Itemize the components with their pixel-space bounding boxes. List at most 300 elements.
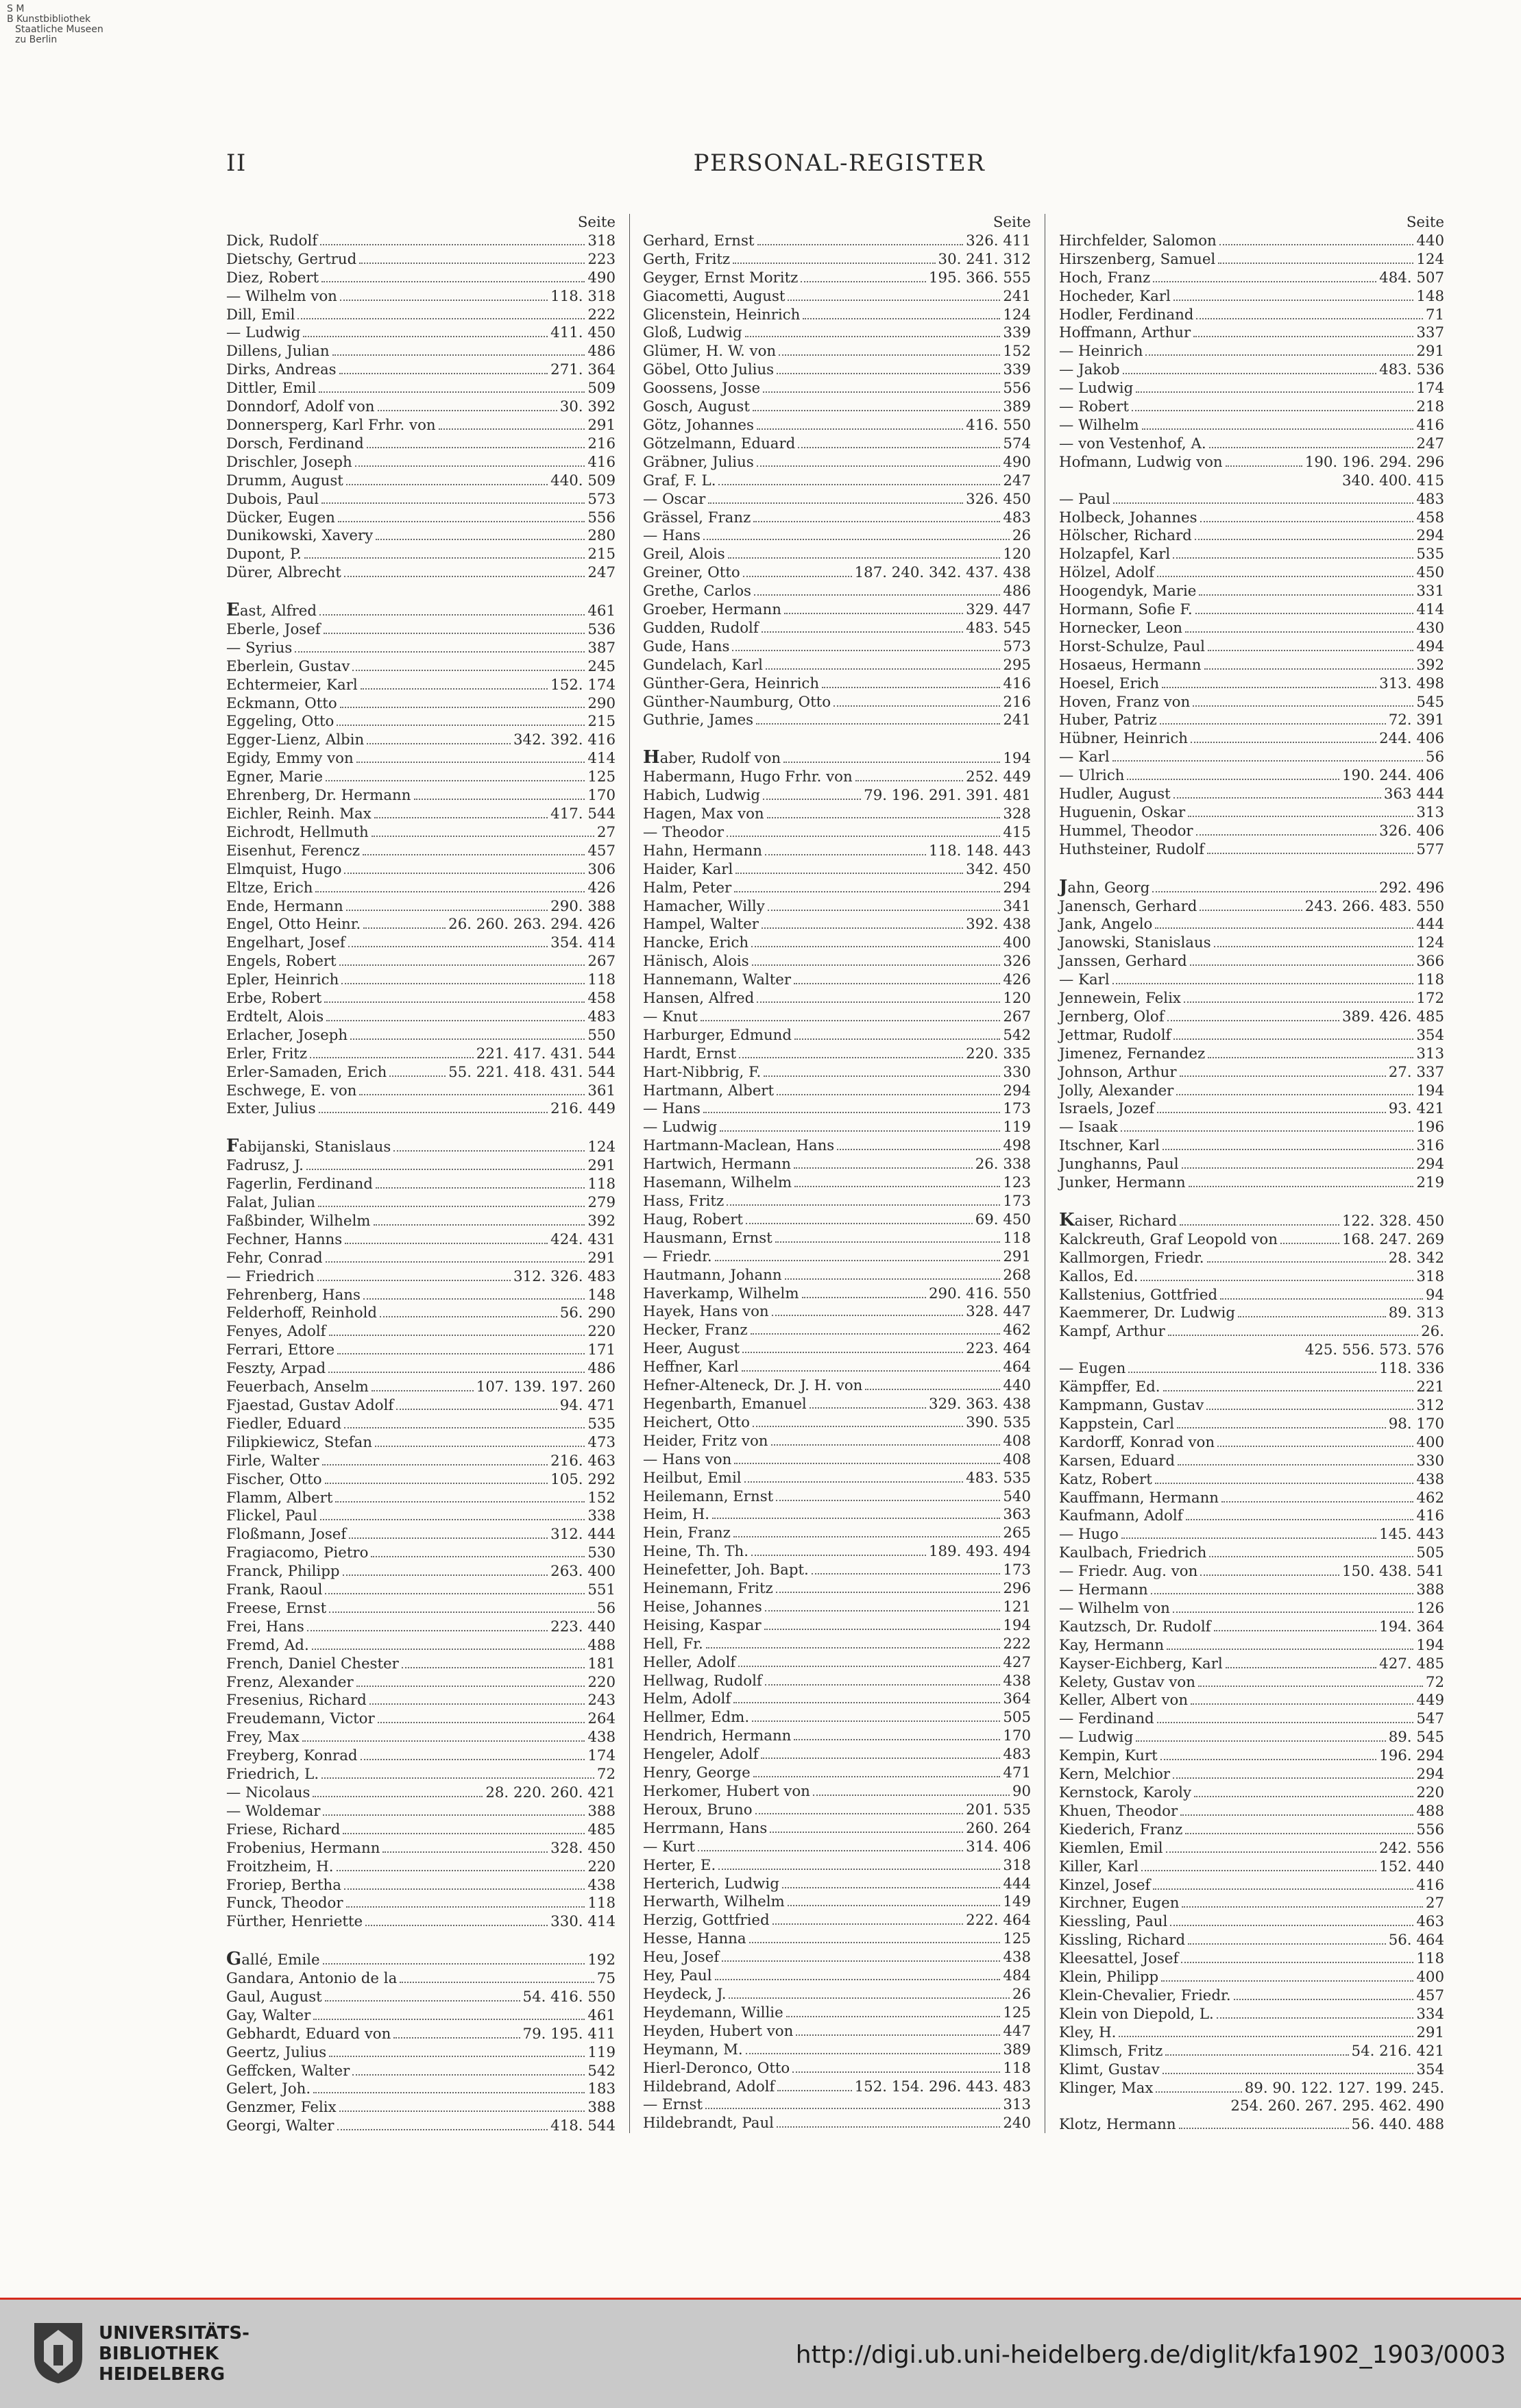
dot-leader — [708, 502, 963, 504]
dot-leader — [319, 391, 585, 393]
index-entry — [226, 2117, 616, 2136]
dot-leader — [414, 798, 585, 800]
index-entry — [226, 1360, 616, 1378]
index-entry — [643, 1598, 1031, 1617]
dot-leader — [754, 594, 1000, 596]
entry-pages: 326. 450 — [966, 490, 1031, 508]
dot-leader — [345, 1242, 548, 1244]
entry-name: Faßbinder, Wilhelm — [226, 1212, 371, 1230]
dot-leader — [323, 1814, 585, 1816]
dot-leader — [742, 1370, 1001, 1372]
entry-pages: 223 — [587, 250, 616, 268]
index-entry — [1059, 343, 1444, 361]
entry-pages: 426 — [587, 879, 616, 897]
entry-pages: 483. 545 — [966, 619, 1031, 637]
entry-name: — Ludwig — [1059, 380, 1134, 398]
entry-name: — Friedrich — [226, 1267, 315, 1285]
dot-leader — [325, 1999, 520, 2002]
index-entry — [643, 1045, 1031, 1064]
entry-name: Dietschy, Gertrud — [226, 250, 357, 268]
entry-pages: 122. 328. 450 — [1341, 1212, 1444, 1230]
index-entry — [226, 824, 616, 842]
index-entry — [643, 1893, 1031, 1912]
dot-leader — [1168, 1334, 1418, 1336]
index-entry — [643, 1100, 1031, 1119]
entry-pages: 290. 388 — [550, 897, 616, 915]
entry-name: — Hermann — [1059, 1581, 1148, 1599]
entry-name: Heider, Fritz von — [643, 1432, 768, 1450]
index-entry — [226, 879, 616, 898]
entry-pages: 438 — [587, 1876, 616, 1894]
entry-pages: 313 — [1416, 1045, 1444, 1062]
entry-name: — Ludwig — [226, 324, 301, 342]
dot-leader — [757, 243, 964, 245]
dot-leader — [325, 1592, 585, 1594]
index-entry — [226, 491, 616, 509]
dot-leader — [1193, 705, 1413, 707]
index-entry — [1059, 1231, 1444, 1250]
dot-leader — [340, 299, 548, 301]
index-entry — [1059, 916, 1444, 934]
entry-name: Grässel, Franz — [643, 509, 751, 526]
entry-name: — Syrius — [226, 639, 293, 657]
entry-pages: 196 — [1416, 1119, 1444, 1136]
index-entry — [643, 527, 1031, 546]
index-entry — [226, 621, 616, 640]
dot-leader — [1219, 243, 1414, 245]
dot-leader — [1160, 1758, 1376, 1760]
index-entry — [226, 1100, 616, 1119]
entry-pages: 318 — [1416, 1267, 1444, 1285]
index-entry — [1059, 1858, 1444, 1877]
entry-pages: 390. 535 — [966, 1413, 1031, 1431]
entry-name: Hancke, Erich — [643, 934, 749, 952]
dot-leader — [1155, 927, 1413, 929]
stamp-line: B Kunstbibliothek — [7, 14, 91, 25]
index-entry — [643, 454, 1031, 472]
entry-pages: 56 — [1425, 749, 1444, 766]
dot-leader — [361, 688, 548, 690]
index-entry — [1059, 1563, 1444, 1581]
entry-pages: 30. 241. 312 — [938, 250, 1031, 268]
index-entry — [1059, 1674, 1444, 1692]
entry-name: Kampmann, Gustav — [1059, 1396, 1204, 1414]
dot-leader — [375, 1445, 585, 1447]
entry-pages: 328. 447 — [966, 1303, 1031, 1321]
index-entry — [643, 879, 1031, 898]
index-entry — [226, 1471, 616, 1489]
entry-pages: 550 — [587, 1026, 616, 1044]
dot-leader — [771, 1444, 1001, 1446]
entry-pages: 118. 148. 443 — [928, 842, 1031, 860]
section-gap — [643, 730, 1031, 749]
entry-pages: 547 — [1416, 1710, 1444, 1728]
dot-leader — [1166, 1851, 1377, 1853]
entry-pages: 194. 364 — [1379, 1618, 1444, 1635]
entry-pages: 192 — [587, 1951, 616, 1969]
dot-leader — [1165, 2054, 1348, 2056]
dot-leader — [317, 1279, 511, 1281]
index-entry — [643, 1543, 1031, 1561]
dot-leader — [1153, 1888, 1413, 1890]
index-entry — [226, 1064, 616, 1082]
index-entry — [643, 824, 1031, 842]
entry-pages: 28. 342 — [1388, 1249, 1444, 1267]
index-entry — [226, 1287, 616, 1305]
entry-name: Hart-Nibbrig, F. — [643, 1063, 762, 1081]
dot-leader — [764, 1075, 1000, 1077]
entry-pages: 416 — [587, 453, 616, 471]
entry-pages: 361 — [587, 1082, 616, 1099]
entry-pages: 354 — [1416, 1026, 1444, 1044]
entry-name: Itschner, Karl — [1059, 1137, 1160, 1155]
dot-leader — [833, 705, 1000, 707]
entry-pages: 118 — [1003, 1229, 1031, 1247]
dot-leader — [1234, 1998, 1414, 2000]
entry-pages: 313 — [1003, 2096, 1031, 2114]
entry-pages: 427. 485 — [1379, 1655, 1444, 1673]
index-entry — [1059, 2080, 1444, 2098]
index-entry — [1059, 1008, 1444, 1027]
dot-leader — [369, 1703, 585, 1705]
dot-leader — [350, 1038, 585, 1040]
entry-name: Eberle, Josef — [226, 620, 321, 638]
index-entry — [1059, 2006, 1444, 2024]
entry-pages: 314. 406 — [966, 1838, 1031, 1856]
dot-leader — [321, 502, 585, 504]
dot-leader — [321, 280, 585, 282]
entry-pages: 247 — [1003, 472, 1031, 489]
entry-pages: 461 — [587, 603, 616, 620]
index-entry — [1059, 898, 1444, 916]
entry-pages: 98. 170 — [1388, 1415, 1444, 1433]
entry-pages: 400 — [1416, 1433, 1444, 1451]
dot-leader — [359, 262, 585, 264]
dot-leader — [344, 1426, 585, 1428]
entry-name: — Wilhelm von — [1059, 1599, 1170, 1617]
dot-leader — [794, 982, 1000, 984]
index-entry — [643, 2004, 1031, 2023]
index-entry — [1059, 1064, 1444, 1082]
dot-leader — [326, 779, 585, 781]
index-entry — [643, 1433, 1031, 1451]
index-entry — [1059, 1250, 1444, 1268]
index-entry — [226, 805, 616, 824]
dot-leader — [765, 853, 926, 855]
entry-pages: 411. 450 — [550, 324, 616, 342]
dot-leader — [1121, 1537, 1376, 1539]
index-entry — [226, 898, 616, 916]
index-entry — [226, 1970, 616, 1989]
entry-pages: 118. 318 — [550, 287, 616, 305]
entry-name: Funck, Theodor — [226, 1895, 343, 1912]
index-entry — [226, 1747, 616, 1766]
index-entry — [226, 1507, 616, 1526]
entry-name: Heymann, M. — [643, 2041, 743, 2058]
index-entry — [643, 1211, 1031, 1230]
entry-pages: 330 — [1003, 1063, 1031, 1081]
entry-name: Harburger, Edmund — [643, 1026, 792, 1044]
dot-leader — [803, 317, 1000, 319]
entry-pages: 174 — [587, 1747, 616, 1765]
entry-name: — Ludwig — [643, 1119, 718, 1136]
index-entry — [643, 1857, 1031, 1875]
entry-pages: 342. 450 — [966, 860, 1031, 878]
entry-name: Hein, Franz — [643, 1524, 731, 1542]
index-entry — [1059, 1119, 1444, 1137]
index-entry — [643, 694, 1031, 712]
dot-leader — [1209, 446, 1414, 448]
dot-leader — [325, 1482, 548, 1484]
entry-pages: 416 — [1416, 1876, 1444, 1894]
index-entry — [1059, 417, 1444, 435]
dot-leader — [746, 2052, 1001, 2054]
dot-leader — [382, 1851, 548, 1853]
index-entry — [1059, 694, 1444, 712]
dot-leader — [753, 1425, 963, 1427]
section-initial: K — [1059, 1209, 1075, 1230]
dot-leader — [376, 1187, 585, 1189]
entry-pages: 170 — [1003, 1727, 1031, 1745]
index-entry — [226, 1729, 616, 1747]
entry-name: Frobenius, Hermann — [226, 1839, 380, 1857]
entry-pages: 118. 336 — [1379, 1360, 1444, 1378]
entry-name: Eichler, Reinh. Max — [226, 805, 372, 823]
dot-leader — [735, 872, 963, 874]
entry-pages: 556 — [1003, 380, 1031, 398]
dot-leader — [1191, 741, 1376, 743]
entry-name: Heinefetter, Joh. Bapt. — [643, 1561, 809, 1579]
index-entry — [643, 472, 1031, 491]
entry-name: Elmquist, Hugo — [226, 860, 342, 878]
section-gap — [226, 1932, 616, 1950]
entry-name: Firle, Walter — [226, 1452, 319, 1470]
entry-name: Keller, Albert von — [1059, 1692, 1189, 1710]
entry-pages: 414 — [587, 750, 616, 768]
entry-name: Erler-Samaden, Erich — [226, 1063, 387, 1081]
index-entry — [1059, 1637, 1444, 1655]
dot-leader — [715, 1978, 1001, 1980]
dot-leader — [355, 465, 585, 467]
entry-name: Jennewein, Felix — [1059, 990, 1181, 1008]
entry-name: Jettmar, Rudolf — [1059, 1026, 1171, 1044]
entry-name: Graf, F. L. — [643, 472, 716, 489]
entry-pages: 294 — [1416, 527, 1444, 545]
entry-name: Erdtelt, Alois — [226, 1008, 324, 1025]
entry-pages: 488 — [1416, 1802, 1444, 1820]
stamp-line: Staatliche Museen — [15, 24, 104, 35]
entry-pages: 271. 364 — [550, 361, 616, 379]
entry-pages: 294 — [1003, 1082, 1031, 1099]
entry-pages: 326. 411 — [966, 232, 1031, 250]
index-entry — [1059, 1415, 1444, 1434]
entry-pages: 215 — [587, 713, 616, 731]
index-entry — [643, 1137, 1031, 1156]
index-entry — [1059, 712, 1444, 730]
index-entry — [226, 564, 616, 583]
entry-pages: 449 — [1416, 1692, 1444, 1710]
index-entry — [643, 749, 1031, 768]
entry-name: Kaiser, Richard — [1059, 1209, 1178, 1230]
dot-leader — [378, 1721, 585, 1723]
dot-leader — [339, 964, 585, 966]
dot-leader — [339, 372, 548, 374]
dot-leader — [371, 1555, 585, 1557]
index-entry — [226, 1895, 616, 1913]
entry-pages: 149 — [1003, 1893, 1031, 1911]
entry-name: Hamacher, Willy — [643, 897, 765, 915]
dot-leader — [1157, 575, 1413, 577]
index-entry — [226, 1250, 616, 1268]
entry-name: Heu, Josef — [643, 1949, 720, 1967]
entry-pages: 267 — [587, 953, 616, 971]
entry-pages: 483. 535 — [966, 1469, 1031, 1487]
index-entry — [226, 251, 616, 269]
entry-name: Froitzheim, H. — [226, 1858, 334, 1875]
dot-leader — [734, 890, 1000, 892]
entry-pages: 280 — [587, 527, 616, 545]
dot-leader — [712, 1517, 1000, 1519]
entry-name: East, Alfred — [226, 600, 317, 621]
entry-pages: 223. 464 — [966, 1340, 1031, 1358]
entry-pages: 152. 440 — [1379, 1858, 1444, 1875]
index-entry — [226, 713, 616, 731]
index-entry — [643, 1912, 1031, 1930]
entry-pages: 27 — [1425, 1895, 1444, 1912]
entry-name: Heine, Th. Th. — [643, 1543, 749, 1561]
entry-name: Kiessling, Paul — [1059, 1913, 1168, 1931]
entry-name: Filipkiewicz, Stefan — [226, 1433, 372, 1451]
entry-name: Kautzsch, Dr. Rudolf — [1059, 1618, 1211, 1635]
dot-leader — [1193, 335, 1413, 337]
dot-leader — [744, 1481, 964, 1483]
section-initial: E — [226, 600, 240, 621]
index-entry — [643, 1340, 1031, 1359]
index-entry — [1059, 1452, 1444, 1471]
dot-leader — [727, 1204, 1000, 1206]
entry-pages: 291 — [1416, 343, 1444, 361]
register-column-1 — [226, 214, 616, 2140]
index-entry — [643, 1230, 1031, 1248]
dot-leader — [1178, 1463, 1413, 1466]
entry-name: Guthrie, James — [643, 712, 754, 729]
index-entry — [1059, 1913, 1444, 1932]
index-entry — [643, 1064, 1031, 1082]
dot-leader — [1163, 1389, 1414, 1391]
entry-name: Halm, Peter — [643, 879, 732, 897]
entry-pages: 408 — [1003, 1450, 1031, 1468]
index-entry — [1059, 1950, 1444, 1969]
dot-leader — [1217, 1445, 1413, 1447]
entry-name: Freese, Ernst — [226, 1599, 327, 1617]
entry-name: Hierl-Deronco, Otto — [643, 2059, 790, 2077]
entry-name: Hoven, Franz von — [1059, 693, 1191, 711]
index-entry — [226, 953, 616, 971]
index-entry — [1059, 1600, 1444, 1618]
entry-pages: 119 — [587, 2043, 616, 2061]
entry-name: Heising, Kaspar — [643, 1616, 762, 1634]
entry-pages: 389 — [1003, 2041, 1031, 2058]
dot-leader — [753, 409, 1000, 411]
entry-name: Janssen, Gerhard — [1059, 953, 1187, 971]
index-entry — [226, 601, 616, 621]
entry-name: — Hans von — [643, 1450, 732, 1468]
dot-leader — [732, 649, 1000, 651]
dot-leader — [1180, 1224, 1339, 1226]
dot-leader — [1173, 1777, 1413, 1779]
entry-name: Hartmann-Maclean, Hans — [643, 1137, 835, 1155]
entry-pages: 400 — [1003, 934, 1031, 952]
source-url[interactable]: http://digi.ub.uni-heidelberg.de/diglit/kfa1902_1903/0003 — [795, 2341, 1506, 2369]
index-entry-continuation — [1059, 2097, 1444, 2116]
index-entry — [226, 417, 616, 435]
entry-pages: 223. 440 — [550, 1618, 616, 1635]
entry-pages: 221. 417. 431. 544 — [476, 1045, 616, 1062]
index-entry — [226, 1323, 616, 1341]
page-number: II — [226, 149, 247, 177]
entry-pages: 318 — [587, 232, 616, 250]
index-entry — [226, 658, 616, 677]
dot-leader — [1112, 759, 1423, 762]
entry-pages: 55. 221. 418. 431. 544 — [448, 1063, 616, 1081]
index-entry — [643, 1561, 1031, 1580]
entry-name: Haber, Rudolf von — [643, 747, 781, 768]
dot-leader — [329, 2055, 585, 2057]
entry-pages: 388 — [587, 2099, 616, 2117]
dot-leader — [346, 909, 548, 911]
entry-pages: 267 — [1003, 1008, 1031, 1025]
entry-name: Khuen, Theodor — [1059, 1802, 1178, 1820]
dot-leader — [746, 1222, 973, 1224]
entry-name: Haider, Karl — [643, 860, 733, 878]
entry-pages: 181 — [587, 1655, 616, 1673]
entry-pages: 94. 471 — [559, 1396, 616, 1414]
dot-leader — [335, 1500, 585, 1503]
entry-name: Hildebrandt, Paul — [643, 2115, 774, 2132]
index-entry — [226, 1618, 616, 1637]
index-entry — [1059, 1378, 1444, 1397]
entry-pages: 28. 220. 260. 421 — [485, 1784, 616, 1801]
entry-name: Erlacher, Joseph — [226, 1026, 348, 1044]
entry-pages: 56. 464 — [1388, 1932, 1444, 1949]
index-entry — [226, 750, 616, 768]
index-entry — [643, 1396, 1031, 1414]
entry-pages: 264 — [587, 1710, 616, 1728]
entry-pages: 574 — [1003, 435, 1031, 452]
index-entry — [226, 1526, 616, 1544]
dot-leader — [1188, 815, 1413, 817]
index-entry — [643, 1488, 1031, 1507]
entry-name: Klein-Chevalier, Friedr. — [1059, 1986, 1231, 2004]
index-entry — [1059, 638, 1444, 657]
dot-leader — [346, 1906, 585, 1908]
index-entry — [226, 1231, 616, 1250]
dot-leader — [1167, 1019, 1339, 1021]
entry-name: Drischler, Joseph — [226, 453, 352, 471]
entry-name: Kley, H. — [1059, 2023, 1117, 2041]
entry-name: Feszty, Arpad — [226, 1360, 326, 1378]
index-entry — [643, 269, 1031, 288]
entry-pages: 486 — [587, 1360, 616, 1378]
index-entry — [226, 971, 616, 990]
entry-pages: 121 — [1003, 1598, 1031, 1616]
entry-pages: 150. 438. 541 — [1341, 1563, 1444, 1581]
entry-pages: 573 — [587, 490, 616, 508]
entry-name: Klotz, Hermann — [1059, 2116, 1176, 2134]
dot-leader — [344, 575, 585, 577]
dot-leader — [324, 1001, 585, 1003]
dot-leader — [765, 1609, 1001, 1612]
